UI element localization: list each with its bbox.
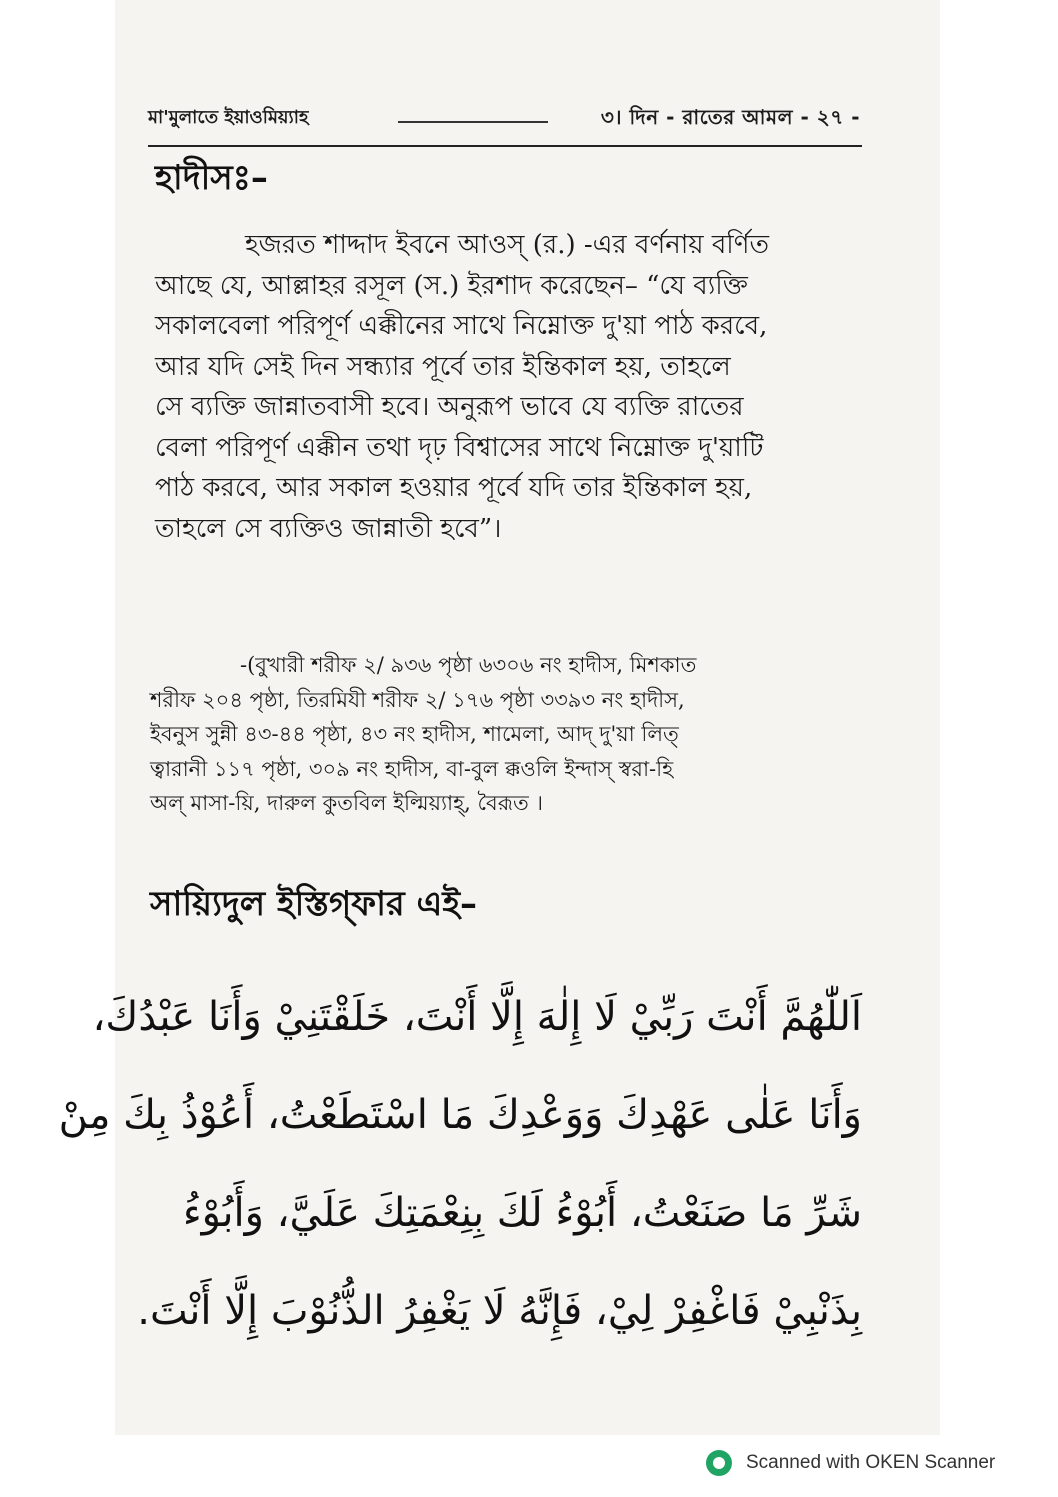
body-line: সে ব্যক্তি জান্নাতবাসী হবে। অনুরূপ ভাবে যে ব্যক্তি রাতের bbox=[155, 392, 744, 422]
scanner-logo-icon bbox=[706, 1450, 732, 1476]
section-title: হাদীসঃ– bbox=[155, 158, 268, 198]
body-line: সকালবেলা পরিপূর্ণ এক্কীনের সাথে নিম্নোক্ত দু'য়া পাঠ করবে, bbox=[155, 311, 768, 341]
body-line: বেলা পরিপূর্ণ এক্কীন তথা দৃঢ় বিশ্বাসের সাথে নিম্নোক্ত দু'য়াটি bbox=[155, 432, 764, 463]
arabic-line: وَأَنَا عَلٰى عَهْدِكَ وَوَعْدِكَ مَا اسْتَطَعْتُ، أَعُوْذُ بِكَ مِنْ bbox=[58, 1092, 862, 1138]
body-line: আছে যে, আল্লাহর রসূল (স.) ইরশাদ করেছেন– “যে ব্যক্তি bbox=[155, 270, 748, 301]
dua-heading: সায়্যিদুল ইস্তিগ্ফার এই– bbox=[150, 884, 478, 924]
header-chapter-page: ৩। দিন - রাতের আমল - ২৭ - bbox=[600, 105, 860, 129]
arabic-line: بِذَنْبِيْ فَاغْفِرْ لِيْ، فَإِنَّهُ لَا يَغْفِرُ الذُّنُوْبَ إِلَّا أَنْتَ. bbox=[137, 1288, 862, 1334]
scanner-label: Scanned with OKEN Scanner bbox=[746, 1452, 996, 1473]
header-underline bbox=[148, 145, 862, 147]
reference-line: ইবনুস সুন্নী ৪৩-৪৪ পৃষ্ঠা, ৪৩ নং হাদীস, শামেলা, আদ্ দু'য়া লিত্ bbox=[150, 722, 679, 746]
arabic-line: شَرِّ مَا صَنَعْتُ، أَبُوْءُ لَكَ بِنِعْمَتِكَ عَلَيَّ، وَأَبُوْءُ bbox=[182, 1190, 862, 1236]
body-line: তাহলে সে ব্যক্তিও জান্নাতী হবে”। bbox=[155, 513, 502, 544]
hadith-paragraph bbox=[155, 225, 860, 549]
reference-citation bbox=[150, 648, 862, 821]
header-book-title: মা'মুলাতে ইয়াওমিয়্যাহ bbox=[148, 107, 309, 128]
reference-line: শরীফ ২০৪ পৃষ্ঠা, তিরমিযী শরীফ ২/ ১৭৬ পৃষ্ঠা ৩৩৯৩ নং হাদীস, bbox=[150, 687, 685, 712]
reference-line: -(বুখারী শরীফ ২/ ৯৩৬ পৃষ্ঠা ৬৩০৬ নং হাদীস, মিশকাত bbox=[240, 653, 697, 677]
reference-line: অল্ মাসা-য়ি, দারুল কুতবিল ইল্মিয়্যাহ্, বৈরূত । bbox=[150, 791, 543, 815]
scanner-watermark bbox=[706, 1445, 995, 1481]
body-line: পাঠ করবে, আর সকাল হওয়ার পূর্বে যদি তার ইন্তিকাল হয়, bbox=[155, 473, 753, 503]
arabic-line: اَللّٰهُمَّ أَنْتَ رَبِّيْ لَا إِلٰهَ إِلَّا أَنْتَ، خَلَقْتَنِيْ وَأَنَا عَبْدُكَ، bbox=[92, 994, 862, 1040]
body-line: হজরত শাদ্দাদ ইবনে আওস্ (র.) -এর বর্ণনায় বর্ণিত bbox=[245, 230, 769, 260]
body-line: আর যদি সেই দিন সন্ধ্যার পূর্বে তার ইন্তিকাল হয়, তাহলে bbox=[155, 351, 731, 382]
arabic-dua bbox=[58, 968, 862, 1360]
header-divider bbox=[398, 121, 548, 123]
reference-line: ত্বারানী ১১৭ পৃষ্ঠা, ৩০৯ নং হাদীস, বা-বুল ক্কওলি ইন্দাস্ স্বরা-হি bbox=[150, 756, 674, 781]
running-header bbox=[148, 103, 860, 143]
